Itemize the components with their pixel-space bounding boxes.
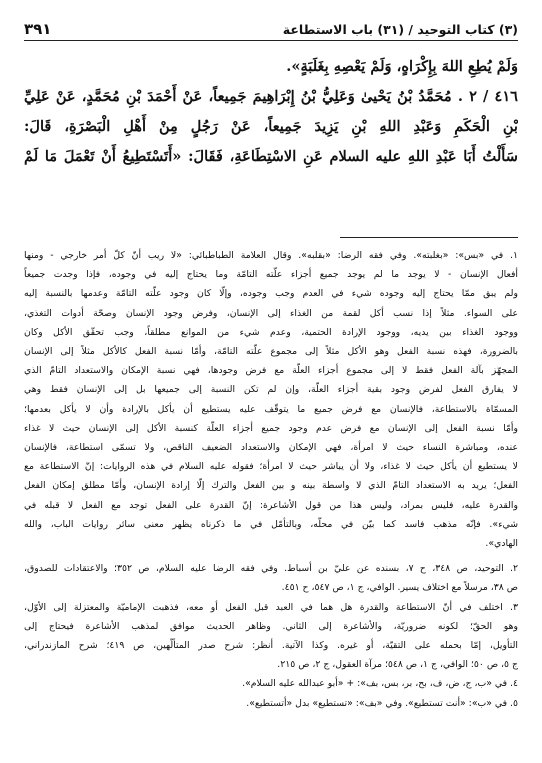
page-number: ٣٩١ [24,20,52,38]
text-line: بْنِ الْحَكَمِ وَعَبْدِ اللهِ بْنِ يَزِيدَ جَمِيعاً، عَنْ رَجُلٍ مِنْ أَهْلِ الْبَصْرَةِ، قَالَ: [24,118,518,135]
footnote-line: شيء». فإنّه مذهب فاسد كما بيّن في محلّه، وبالتأمّل في ما ذكرناه يظهر معنى سائر روايات الباب، والله [24,518,518,530]
footnote-line: ٥. في «ب»: «أنت تستطيع». وفي «بف»: «تستطيع» بدل «أتستطيع». [246,697,518,709]
footnote-line: المجهّز بآلة الفعل فقط لا إلى مجموع أجزاء العلّة مع فرض وجودها، فهي نسبة الإمكان والاستعداد التامّ الذي [24,365,518,377]
footnote-line: لا يستطيع أن يأكل حيث لا غذاء، ولا أن يباشر حيث لا امرأة؛ فقوله عليه السلام في هذه الروايات: إنّ الاستطاعة مع [24,461,518,473]
footnote-line: على السواء. مثلاً إذا نسب أكل لقمة من الغذاء إلى الإنسان، وفرض وجود الإنسان وصحّة أدوات التغذي، [24,307,518,319]
text-line: سَأَلْتُ أَبَا عَبْدِ اللهِ عليه السلام عَنِ الاسْتِطَاعَةِ، فَقَالَ: «أَتَسْتَطِيعُ أَنْ تَعْمَلَ مَا لَمْ [24,148,518,165]
text-line: ٤١٦ / ٢ . مُحَمَّدُ بْنُ يَحْيىٰ وَعَلِيُّ بْنُ إِبْرَاهِيمَ جَمِيعاً، عَنْ أَحْمَدَ بْنِ مُحَمَّدٍ، عَنْ عَلِيِّ [24,88,518,105]
footnote-line: أفعال الإنسان - لا يوجد ما لم يوجد جميع أجزاء علّته التامّة وما يحتاج إليه في وجوده، فإذا وجدت جميعاً [24,269,518,281]
footnote-line: ١. في «بس»: «بغلبته». وفي فقه الرضا: «بقلبه». وقال العلامة الطباطبائي: «لا ريب أنّ كلّ أمر خارجي - ومنها [24,250,518,261]
footnote-line: الفعل؛ يريد به الاستعداد التامّ الذي لا واسطة بينه و بين الفعل والترك إلّا إرادة الإنسان، وأمّا مطلق إمكان الفعل [24,480,518,492]
footnote-line: ووجود الغذاء بين يديه، ووجود الإرادة الحتمية، وعدم شيء من الموانع مطلقاً، وجب تحقّق الأكل وكان [24,326,518,338]
footnote-line: ص ٣٨، مرسلاً مع اختلاف يسير. الوافي، ج ١، ص ٥٤٧، ح ٤٥١. [281,582,518,594]
footnote-line: عنده، ومباشرة النساء حيث لا امرأة، فهي الإمكان والاستعداد الضعيف الناقص، ولا تسمّى استطاعة، فالإنسان [24,442,518,454]
footnote-separator [340,237,518,238]
running-title: (٣) كتاب التوحيد / (٣١) باب الاستطاعة [282,21,518,37]
footnote-line: وأمّا نسبة الفعل إلى الإنسان مع فرض عدم وجود جميع أجزاء العلّة كنسبة الأكل إلى الإنسان حيث لا غذاء [24,422,518,434]
footnotes [24,246,518,713]
footnote-line: والقدرة عليه، فليس بمراد، وليس هذا من قول الأشاعرة: إنّ القدرة على الفعل توجد مع الفعل لا قبله في [24,499,518,511]
footnote-line: ولم يبق ممّا يحتاج إليه وجوده شيء في العدم وجب وجوده، وإلّا كان وجود علّته التامّة وعدمها بالنسبة إليه [24,288,518,300]
text-line: وَلَمْ يُطِعِ اللهَ بِإِكْرَاهٍ، وَلَمْ يَعْصِهِ بِغَلَبَةٍ». [286,58,518,75]
footnote-line: بالضرورة، فهذه نسبة الفعل وهو الأكل مثلاً إلى مجموع علّته التامّة، وأمّا نسبة الفعل كالأكل مثلاً إلى الإنسان [24,346,518,358]
footnote-line: المسمّاة بالاستطاعة، فالإنسان مع فرض جميع ما يتوقّف عليه يستطيع أن يأكل بالإرادة وأن لا يأكل بعدمها؛ [24,403,518,415]
footnote-line: الهادي». [485,538,518,550]
footnote-line: ٣. اختلف في أنّ الاستطاعة والقدرة هل هما في العبد قبل الفعل أو معه، فذهبت الإماميّة والمعتزلة إلى الأوّل، [24,601,518,613]
footnote-line: ٢. التوحيد، ص ٣٤٨، ح ٧، بسنده عن عليّ بن أسباط. وفي فقه الرضا عليه السلام، ص ٣٥٢؛ والاعتقادات للصدوق، [24,563,518,575]
footnote-line: وهو الحقّ؛ لكونه ضروريّة، والأشاعرة إلى الثاني. وظاهر الحديث موافق لمذهب الأشاعرة فيحتاج إلى [24,620,518,632]
footnote-line: التأويل، إمّا بحمله على التقيّة، أو غيره. وكذا الآتية. أنظر: شرح صدر المتألّهين، ص ٤١٩؛ شرح المازندراني، [24,640,518,652]
footnote-line: لا يفارق الفعل لفرض وجود بقية أجزاء العلّة، وإن لم تكن النسبة إلى جميعها بل إلى الإنسان فقط وهي [24,384,518,396]
footnote-line: ٤. في «ب، ج، ض، ف، بح، بر، بس، بف»: + «أبو عبدالله عليه السلام». [242,678,518,690]
footnote-line: ج ٥، ص ٥٠؛ الوافي، ج ١، ص ٥٤٨؛ مرآة العقول، ج ٢، ص ٢١٥. [277,659,518,671]
main-text [24,52,518,172]
page-header [24,18,518,41]
